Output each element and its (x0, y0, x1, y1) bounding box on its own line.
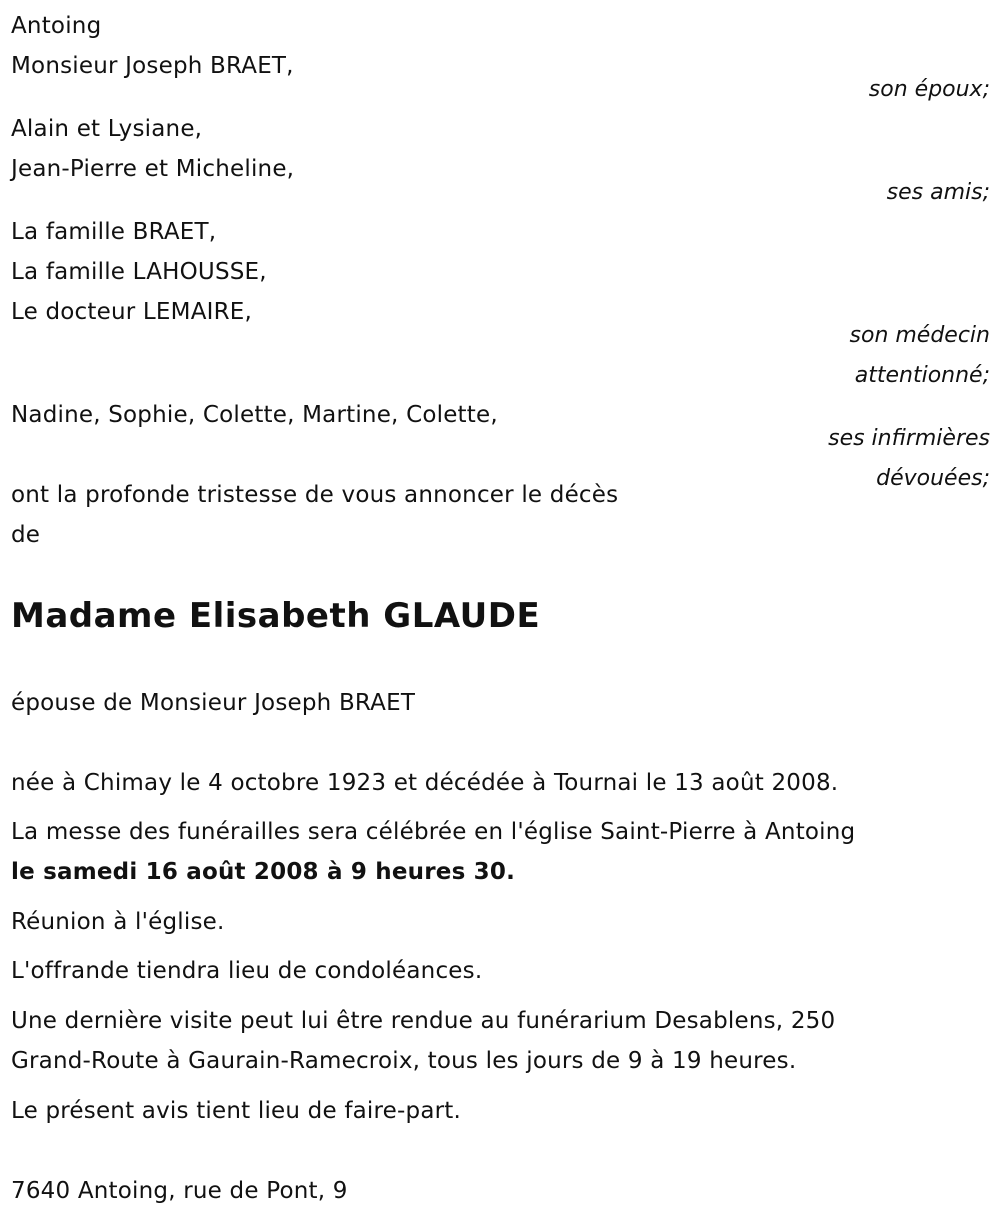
doctor-line: Le docteur LEMAIRE, (11, 299, 253, 325)
friends-role: ses amis; (886, 180, 990, 205)
deceased-name: Madame Elisabeth GLAUDE (11, 596, 541, 636)
doctor-role-line-1: son médecin (849, 323, 990, 348)
spouse-role: son époux; (868, 77, 990, 102)
spouse-name: Monsieur Joseph BRAET, (11, 53, 294, 79)
spouse-of-line: épouse de Monsieur Joseph BRAET (11, 690, 416, 716)
mass-line: La messe des funérailles sera célébrée en l'église Saint-Pierre à Antoing (11, 819, 856, 845)
intro-line-2: de (11, 522, 41, 548)
mass-paragraph (11, 812, 855, 892)
town-heading: Antoing (11, 13, 102, 39)
visit-line-2: Grand-Route à Gaurain-Ramecroix, tous les jours de 9 à 19 heures. (11, 1048, 797, 1074)
address-line: 7640 Antoing, rue de Pont, 9 (11, 1178, 348, 1204)
family-line-2: La famille LAHOUSSE, (11, 259, 267, 285)
family-line-1: La famille BRAET, (11, 219, 217, 245)
notice-line: Le présent avis tient lieu de faire-part. (11, 1098, 462, 1124)
nurses-role-line-2: dévouées; (876, 466, 990, 491)
intro-line-1: ont la profonde tristesse de vous annoncer le décès (11, 482, 619, 508)
meeting-line: Réunion à l'église. (11, 909, 225, 935)
doctor-role-line-2: attentionné; (854, 363, 990, 388)
visit-paragraph (11, 1001, 835, 1081)
friends-line-1: Alain et Lysiane, (11, 116, 203, 142)
birth-death-line: née à Chimay le 4 octobre 1923 et décédée à Tournai le 13 août 2008. (11, 770, 839, 796)
visit-line-1: Une dernière visite peut lui être rendue au funérarium Desablens, 250 (11, 1008, 836, 1034)
nurses-role-line-1: ses infirmières (828, 426, 990, 451)
nurses-line: Nadine, Sophie, Colette, Martine, Colette, (11, 402, 498, 428)
friends-line-2: Jean-Pierre et Micheline, (11, 156, 295, 182)
offering-line: L'offrande tiendra lieu de condoléances. (11, 958, 483, 984)
mass-date: le samedi 16 août 2008 à 9 heures 30. (11, 859, 516, 885)
